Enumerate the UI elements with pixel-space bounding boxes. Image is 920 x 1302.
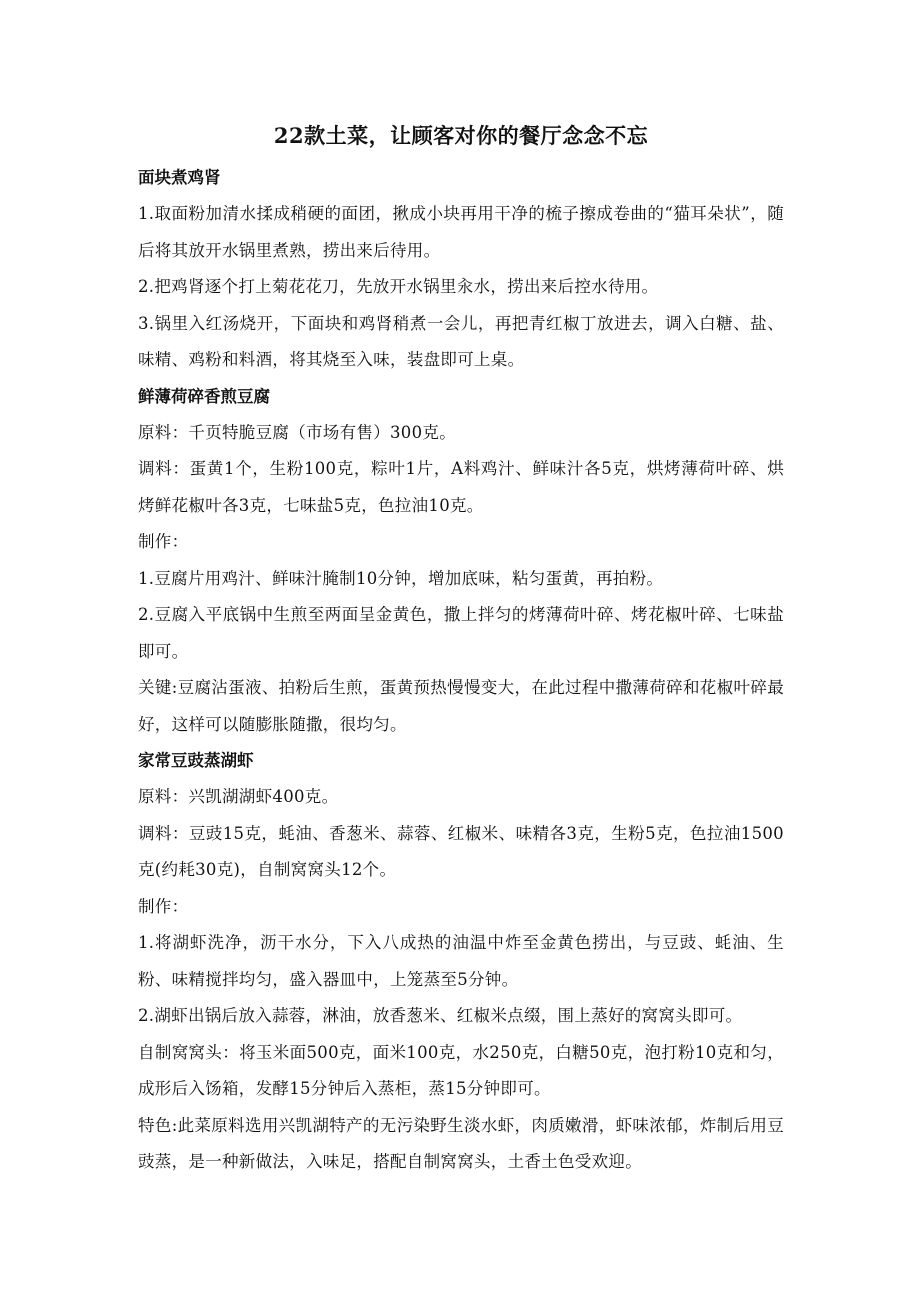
paragraph: 2.把鸡肾逐个打上菊花花刀，先放开水锅里汆水，捞出来后控水待用。 xyxy=(138,277,659,296)
paragraph: 1.将湖虾洗净，沥干水分，下入八成热的油温中炸至金黄色捞出，与豆豉、蚝油、生粉、味精搅拌均匀，盛入器皿中，上笼蒸至5分钟。 xyxy=(138,933,784,989)
section-mint-tofu xyxy=(138,379,784,744)
paragraph: 2.湖虾出锅后放入蒜蓉，淋油，放香葱米、红椒米点缀，围上蒸好的窝窝头即可。 xyxy=(138,1006,743,1025)
section-heading: 家常豆豉蒸湖虾 xyxy=(138,751,254,770)
document-title: 22款土菜，让顾客对你的餐厅念念不忘 xyxy=(273,123,649,148)
paragraph: 原料：兴凯湖湖虾400克。 xyxy=(138,787,339,806)
section-heading: 鲜薄荷碎香煎豆腐 xyxy=(138,386,270,406)
paragraph: 1.取面粉加清水揉成稍硬的面团，揪成小块再用干净的梳子擦成卷曲的“猫耳朵状”，随后将其放开水锅里煮熟，捞出来后待用。 xyxy=(138,204,784,260)
section-heading: 面块煮鸡肾 xyxy=(138,168,221,187)
paragraph: 调料：豆豉15克，蚝油、香葱米、蒜蓉、红椒米、味精各3克，生粉5克，色拉油1500克(约耗30克)，自制窝窝头12个。 xyxy=(138,823,784,879)
paragraph: 自制窝窝头：将玉米面500克，面米100克，水250克，白糖50克，泡打粉10克和匀，成形后入饧箱，发酵15分钟后入蒸柜，蒸15分钟即可。 xyxy=(138,1042,784,1098)
paragraph: 关键:豆腐沾蛋液、拍粉后生煎，蛋黄预热慢慢变大，在此过程中撒薄荷碎和花椒叶碎最好，这样可以随膨胀随撒，很均匀。 xyxy=(138,678,784,734)
paragraph: 3.锅里入红汤烧开，下面块和鸡肾稍煮一会儿，再把青红椒丁放进去，调入白糖、盐、味精、鸡粉和料酒，将其烧至入味，装盘即可上桌。 xyxy=(138,313,784,369)
section-noodle-kidney xyxy=(138,160,784,379)
paragraph: 原料：千页特脆豆腐（市场有售）300克。 xyxy=(138,422,456,442)
paragraph: 调料：蛋黄1个，生粉100克，粽叶1片，A料鸡汁、鲜味汁各5克，烘烤薄荷叶碎、烘烤鲜花椒叶各3克，七味盐5克，色拉油10克。 xyxy=(138,459,784,515)
paragraph: 1.豆腐片用鸡汁、鲜味汁腌制10分钟，增加底味，粘匀蛋黄，再拍粉。 xyxy=(138,568,664,588)
paragraph: 制作： xyxy=(138,896,189,916)
section-black-bean-shrimp xyxy=(138,743,784,1181)
paragraph: 特色:此菜原料选用兴凯湖特产的无污染野生淡水虾，肉质嫩滑，虾味浓郁，炸制后用豆豉蒸，是一种新做法，入味足，搭配自制窝窝头，土香土色受欢迎。 xyxy=(138,1115,784,1171)
paragraph: 制作： xyxy=(138,532,189,551)
document-page xyxy=(138,118,784,1181)
paragraph: 2.豆腐入平底锅中生煎至两面呈金黄色，撒上拌匀的烤薄荷叶碎、烤花椒叶碎、七味盐即可。 xyxy=(138,605,784,661)
